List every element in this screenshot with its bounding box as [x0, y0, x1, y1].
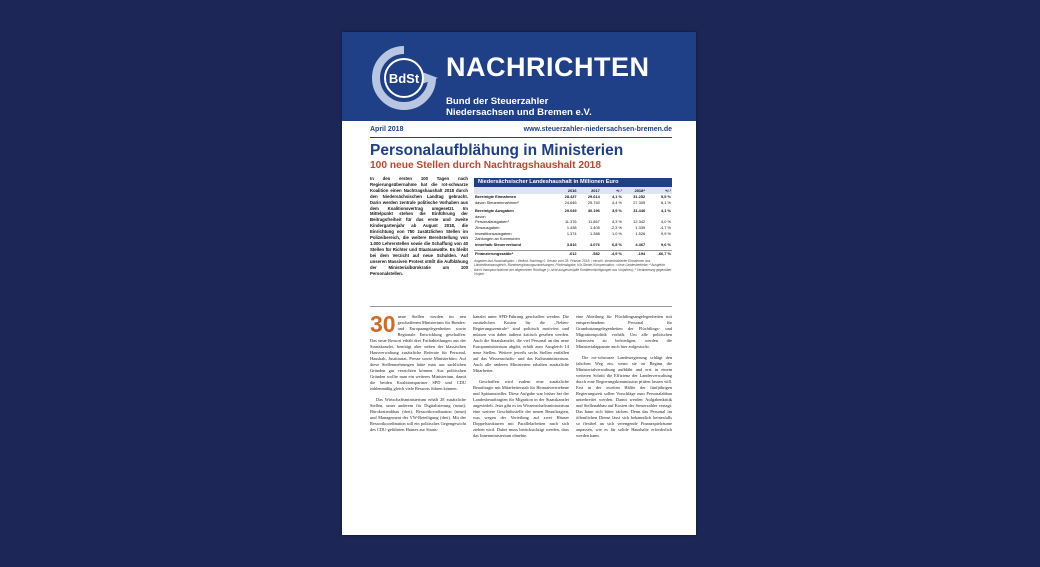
table-row-label: Personalausgaben³ — [475, 219, 509, 225]
website-link[interactable]: www.steuerzahler-niedersachsen-bremen.de — [523, 126, 672, 133]
table-header-cell: +/-¹ — [646, 187, 672, 194]
table-row — [474, 251, 672, 257]
table-title: Niedersächsischer Landeshaushalt in Millionen Euro — [474, 178, 672, 187]
table-cell: 1.388 — [590, 230, 600, 236]
lead-paragraph: In den ersten 100 Tagen nach Regierungsübernahme hat die rot-schwarze Koalition einen Nachtragshaushalt 2018 durch den Niedersächsischen Landtag gebracht. Darin werden zentrale politische Vorhaben aus dem Koalitionsvertrag umgesetzt. Im Mittelpunkt stehen die Einführung der Beitragsfreiheit für das erste und zweite Kindergartenjahr ab August 2018, die Einrichtung von 750 zusätzlichen Stellen im Polizeibereich, die weitere Bereitstellung von 1.000 Lehrerstellen sowie die Schaffung von 40 Stellen für Richter und Staatsanwälte. Es bleibt bei dem Verzicht auf neue Schulden. Auf unseren Massiven Protest stößt die Aufblähung der Ministerialbürokratie um 100 Personalstellen. — [370, 176, 468, 276]
table-cell: -612 — [554, 251, 577, 257]
table-cell: 4,3 % — [611, 219, 622, 225]
table-header-cell: 2017 — [578, 187, 601, 194]
table-cell: -4,7 % — [659, 224, 671, 230]
article-headline: Personalaufblähung in Ministerien — [370, 142, 624, 159]
table-header-cell: +/-¹ — [601, 187, 623, 194]
article-column-2 — [473, 314, 569, 444]
article-lead — [370, 176, 468, 276]
table-cell: 29.049 — [564, 208, 577, 214]
table-row — [474, 194, 672, 200]
table-cell: 11.867 — [588, 219, 600, 225]
table-row-label: Finanzierungssaldo⁴ — [474, 251, 554, 257]
table-cell: 1.526 — [635, 230, 646, 236]
table-cell: -2,3 % — [610, 224, 622, 230]
col1-paragraph-1-text: neue Stellen werden im neu geschaffenen Ministerium für Bundes- und Europaangelegenheiten sowie Regionale Entwicklung geschaffen. Das neue Ressort erhält drei Fachabteilungen aus der Staatskanzlei, benötigt aber neben der klassischen Hausverwaltung zusätzliche Referate für Personal, Haushalt, Justitiariat, Presse sowie Ministerbüro. Auf diese Stellenmehrungen hätte man aus sachlichen Gründen gut verzichten können. Aus politischen Gründen wollte man ein weiteres Ministerium, damit die beiden Koalitionspartner SPD und CDU zahlenmäßig gleich viele Ressorts führen können. — [370, 314, 466, 391]
col1-paragraph-1 — [370, 311, 466, 392]
table-cell: 1.405 — [590, 224, 600, 230]
table-cell: 4.076 — [590, 241, 600, 247]
col1-paragraph-2: Das Wirtschaftsministerium erhält 28 zusätzliche Stellen, unter anderem für Digitalisierung (neun), Bürokratieabbau (drei), Ressortkoordination (neun) und Management der VW-Beteiligung (drei). Mit der Ressortkoordination soll ein politisches Gegengewicht des CDU-geführten Hauses zur Staats- — [370, 397, 466, 432]
section-divider — [370, 306, 672, 307]
table-row-label: Bereinigte Ausgaben — [475, 208, 514, 214]
masthead-title: NACHRICHTEN — [446, 52, 650, 82]
table-row — [474, 200, 672, 206]
col2-paragraph-2: Geschaffen wird zudem eine zusätzliche Beauftragte mit Mitarbeiterstab für Heimatvertriebene und Spätaussiedler. Diese Aufgabe war bisher bei der Landesbeauftragten für Migration in der Staatskanzlei angesiedelt. Jetzt gibt es im Wissenschaftsministerium eine weitere Geschäftsstelle der neuen Beauftragten, was wegen der Verteilung auf zwei Häuser Doppelstrukturen mit Parallelarbeiten nach sich ziehen wird. Dabei muss berücksichtigt werden, dass das Innenministerium ohnehin — [473, 379, 569, 438]
table-header-cell: 2016 — [554, 187, 577, 194]
table-header-cell: 2018⁴ — [623, 187, 646, 194]
table-cell: 4,4 % — [611, 199, 622, 205]
logo-text: BdSt — [388, 71, 420, 86]
masthead-subtitle-line2: Niedersachsen und Bremen e.V. — [446, 107, 592, 118]
table-cell: -4,9 % — [601, 251, 623, 257]
table-cell: 4,1 % — [611, 194, 622, 199]
budget-table-box — [474, 178, 672, 276]
table-cell: 5,5 % — [661, 194, 671, 199]
table-cell: 1,0 % — [611, 230, 622, 236]
table-row-label: Investitionsausgaben — [475, 230, 512, 236]
table-cell: 28.437 — [564, 194, 577, 199]
table-header-row — [474, 187, 672, 194]
table-cell: 31.252 — [633, 194, 646, 199]
table-cell: 9,9 % — [661, 230, 671, 236]
bdst-logo-icon — [370, 44, 438, 112]
table-row — [474, 208, 672, 214]
table-row-label: Bereinigte Einnahmen — [475, 194, 517, 199]
table-cell: 25.740 — [587, 199, 600, 205]
table-cell: 12.342 — [633, 219, 646, 225]
article-column-3 — [576, 314, 672, 444]
table-cell: 30.196 — [587, 208, 600, 214]
article-column-1 — [370, 311, 466, 438]
issue-date: April 2018 — [370, 126, 404, 133]
table-cell: 6,8 % — [611, 241, 622, 247]
table-cell: 1.339 — [635, 224, 646, 230]
table-row-label: davon Steuereinnahmen² — [475, 199, 519, 205]
table-cell: 11.376 — [564, 219, 577, 225]
masthead-subtitle-line1: Bund der Steuerzahler — [446, 96, 549, 107]
table-row-label: davon — [475, 213, 486, 219]
table-header-cell — [474, 187, 554, 194]
table-cell: 4.467 — [635, 241, 646, 247]
table-cell: 31.446 — [633, 208, 646, 214]
table-row-label: innerhalb Steuerverbund — [475, 241, 522, 247]
col3-paragraph-1: eine Abteilung für Flüchtlingsangelegenheiten mit entsprechendem Personal für Grundsatzangelegenheiten der Flüchtlings- und Migrationspolitik vorhält. Um alle politischen Interessen zu befriedigen, werden die Ministerialapparate auch hier aufgestockt. — [576, 314, 672, 349]
issue-meta-row — [370, 125, 672, 138]
table-cell: 27.305 — [633, 199, 646, 205]
masthead — [342, 32, 696, 121]
article-subheadline: 100 neue Stellen durch Nachtragshaushalt 2018 — [370, 160, 602, 171]
table-row — [474, 242, 672, 248]
table-cell: 4,1 % — [661, 208, 671, 214]
table-cell: -582 — [578, 251, 601, 257]
table-cell: 3.816 — [566, 241, 577, 247]
table-row-label: Zinsausgaben — [475, 224, 500, 230]
budget-table — [474, 187, 672, 257]
col2-paragraph-1: kanzlei unter SPD-Führung geschaffen werden. Die zusätzlichen Kosten für die „Neben-Regierungszentrale“ sind politisch motiviert und müssen von daher äußerst kritisch gesehen werden. Auch die Staatskanzlei, die viel Personal an das neue Europaministerium abgibt, erhält zum Ausgleich 14 neue Stellen. Weitere jeweils sechs Stellen entfallen auf das Wissenschafts- und das Kultusministerium. Auch alle anderen Ministerien erhalten zusätzliche Mitarbeiter. — [473, 314, 569, 373]
newsletter-page — [342, 32, 696, 535]
table-cell: 9,6 % — [661, 241, 671, 247]
table-cell: -194 — [623, 251, 646, 257]
dropcap-number: 30 — [370, 311, 396, 337]
table-cell: 6,1 % — [661, 199, 671, 205]
masthead-subtitle — [446, 96, 592, 118]
table-cell: 29.614 — [587, 194, 600, 199]
col3-paragraph-2: Die rot-schwarze Landesregierung schlägt den falschen Weg ein, wenn sie zu Beginn die Ministerialverwaltung aufbläht und erst in einem weiteren Schritt die Effizienz der Landesverwaltung durch eine Regierungskommission prüfen lassen will. Erst in der zweiten Hälfte der fünfjährigen Regierungszeit sollen Vorschläge zum Personalabbau unterbreitet werden. Damit werden Aufgabenkritik und Stellenabbau auf Kosten der Steuerzahler vertagt. Das kann sich bitter rächen. Denn das Personal im öffentlichen Dienst lässt sich bekanntlich keinesfalls so flexibel an sich verengende Finanzspielräume anpassen, wie es für solide Haushalte erforderlich werden kann. — [576, 355, 672, 438]
table-cell: 3,9 % — [611, 208, 622, 214]
table-cell: -66,7 % — [646, 251, 672, 257]
table-cell: 4,0 % — [661, 219, 671, 225]
table-cell: 1.374 — [566, 230, 577, 236]
table-row-label: Zahlungen an Kommunen — [475, 236, 520, 242]
table-cell: 1.438 — [566, 224, 577, 230]
table-footnotes: Angaben laut Haushaltsplan. ¹ Veränd. Nachtrag 0. Gesetz vom 28. Februar 2018; ² einschl. steuerindizierter Einnahmen aus Länderfinanzausgleich, Bundesergänzungszuweisungen, Förderabgabe, Kfz-Steuer-Kompensation; ³ ohne Landesbetriebe; ⁴ Ausgleich durch Inanspruchnahme der allgemeinen Rücklage (= nicht ausgeschöpfte Kreditermächtigungen aus Vorjahren); ⁵ Veränderung gegenüber Vorjahr — [474, 258, 672, 276]
table-cell: 24.646 — [564, 199, 577, 205]
